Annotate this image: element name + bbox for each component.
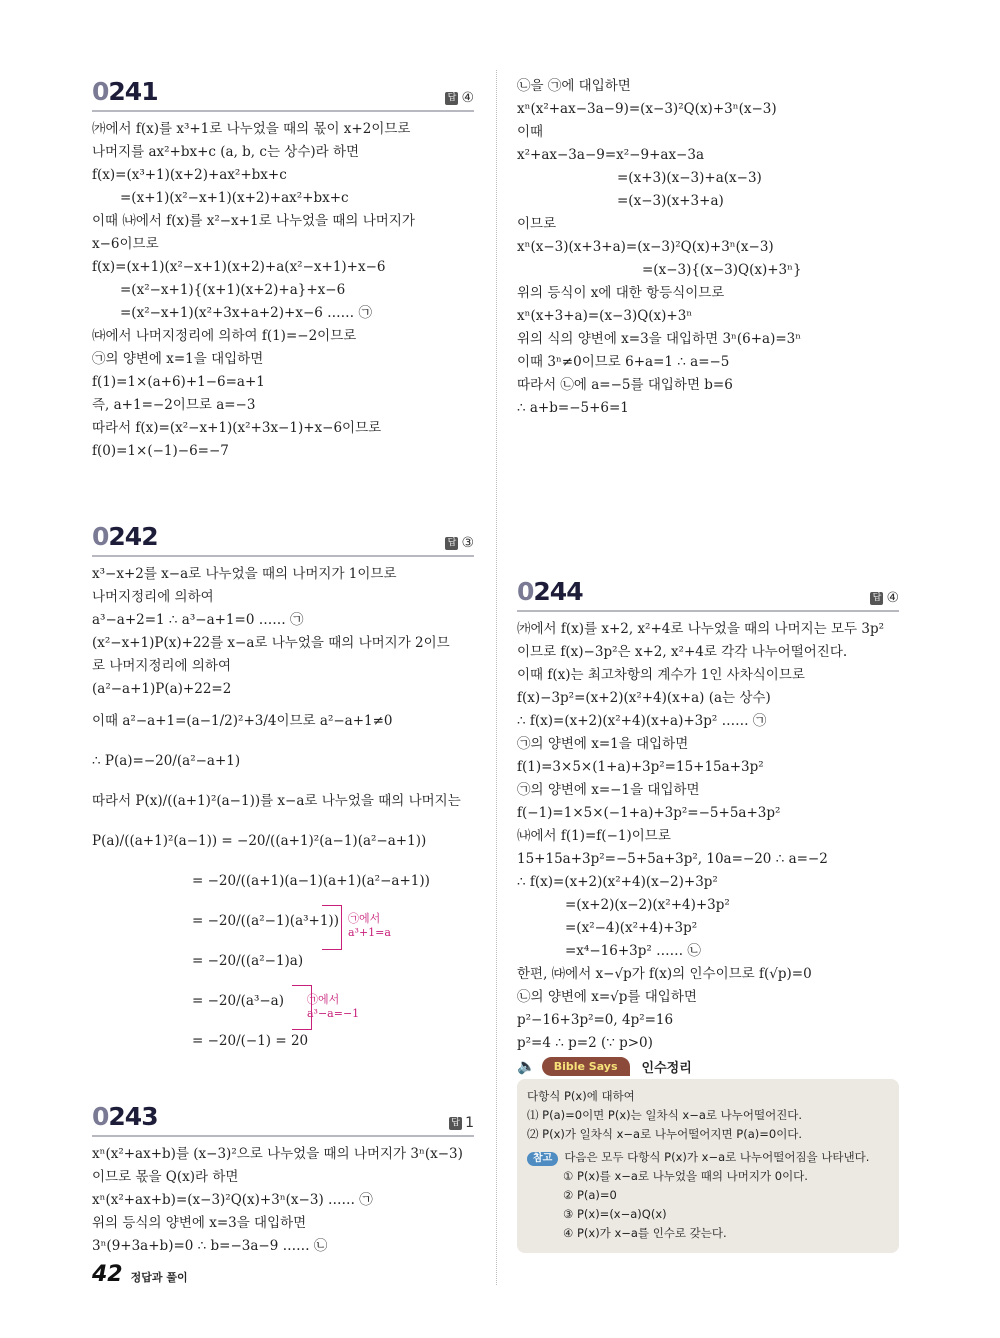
solution-line: =(x−3){(x−3)Q(x)+3ⁿ}	[642, 262, 802, 278]
problem-header	[92, 70, 474, 112]
solution-line: 이므로	[517, 216, 557, 232]
bible-item: ⑴ P(a)=0이면 P(x)는 일차식 x−a로 나누어떨어진다.	[527, 1108, 803, 1122]
problem-0243-continued	[517, 75, 899, 420]
solution-line: ∴ a+b=−5+6=1	[517, 400, 629, 416]
derivation-step: = −20/(−1) = 20	[192, 1033, 309, 1049]
solution-line: 이때	[517, 124, 544, 140]
derivation-step: P(a)/((a+1)²(a−1)) = −20/((a+1)²(a−1)(a²−a+1))	[92, 833, 427, 849]
answer-label: 답 1	[449, 1115, 474, 1131]
bible-says-box	[517, 1055, 899, 1253]
solution-line: 이때 ㈏에서 f(x)를 x²−x+1로 나누었을 때의 나머지가	[92, 213, 415, 229]
solution-line: 즉, a+1=−2이므로 a=−3	[92, 397, 256, 413]
solution-line: 이때 f(x)는 최고차항의 계수가 1인 사차식이므로	[517, 667, 805, 683]
solution-line: p²−16+3p²=0, 4p²=16	[517, 1012, 674, 1028]
solution-line: 위의 등식의 양변에 x=3을 대입하면	[92, 1215, 307, 1231]
solution-line: x²+ax−3a−9=x²−9+ax−3a	[517, 147, 705, 163]
solution-line: (a²−a+1)P(a)+22=2	[92, 681, 232, 697]
solution-line: =(x²−x+1){(x+1)(x+2)+a}+x−6	[120, 282, 346, 298]
bible-intro: 다항식 P(x)에 대하여	[527, 1089, 635, 1103]
bible-says-content	[517, 1079, 899, 1253]
solution-line: 이므로 f(x)−3p²은 x+2, x²+4로 각각 나누어떨어진다.	[517, 644, 848, 660]
solution-line: 나머지정리에 의하여	[92, 589, 214, 605]
answer-tag-icon: 답	[449, 1117, 462, 1130]
solution-line: =(x+1)(x²−x+1)(x+2)+ax²+bx+c	[120, 190, 349, 206]
solution-line: 이므로 몫을 Q(x)라 하면	[92, 1169, 239, 1185]
solution-line: 위의 식의 양변에 x=3을 대입하면 3ⁿ(6+a)=3ⁿ	[517, 331, 802, 347]
solution-line: =x⁴−16+3p² …… ㉡	[565, 943, 701, 959]
solution-line: f(−1)=1×5×(−1+a)+3p²=−5+5a+3p²	[517, 805, 781, 821]
bible-note-item: ③ P(x)=(x−a)Q(x)	[563, 1207, 667, 1221]
bible-note-item: ① P(x)를 x−a로 나누었을 때의 나머지가 0이다.	[563, 1169, 808, 1183]
problem-number: 0244	[517, 577, 583, 606]
answer-label: 답 ③	[445, 535, 474, 551]
problem-header	[517, 570, 899, 612]
solution-line: 이때 a²−a+1=(a−1/2)²+3/4이므로 a²−a+1≠0	[92, 713, 393, 729]
solution-line: 로 나머지정리에 의하여	[92, 658, 231, 674]
bible-item: ⑵ P(x)가 일차식 x−a로 나누어떨어지면 P(a)=0이다.	[527, 1127, 803, 1141]
solution-line: ㉡을 ㉠에 대입하면	[517, 78, 631, 94]
solution-line: ㉠의 양변에 x=1을 대입하면	[517, 736, 689, 752]
problem-number: 0241	[92, 77, 158, 106]
solution-line: =(x+2)(x−2)(x²+4)+3p²	[565, 897, 730, 913]
column-divider	[496, 70, 497, 1285]
solution-line: ㈎에서 f(x)를 x+2, x²+4로 나누었을 때의 나머지는 모두 3p²	[517, 621, 885, 637]
bible-says-tag: Bible Says	[542, 1057, 630, 1076]
answer-label: 답 ④	[445, 90, 474, 106]
solution-line: 3ⁿ(9+3a+b)=0 ∴ b=−3a−9 …… ㉡	[92, 1238, 328, 1254]
solution-line: xⁿ(x−3)(x+3+a)=(x−3)²Q(x)+3ⁿ(x−3)	[517, 239, 774, 255]
annotation-bracket	[322, 905, 342, 950]
solution-line: ∴ f(x)=(x+2)(x²+4)(x+a)+3p² …… ㉠	[517, 713, 767, 729]
solution-line: =(x²−4)(x²+4)+3p²	[565, 920, 698, 936]
solution-line: x−6이므로	[92, 236, 159, 252]
problem-number: 0242	[92, 522, 158, 551]
page-number: 42	[92, 1262, 123, 1287]
derivation-step: = −20/(a³−a)	[192, 993, 284, 1009]
solution-line: =(x²−x+1)(x²+3x+a+2)+x−6 …… ㉠	[120, 305, 372, 321]
problem-0244	[517, 570, 899, 1055]
solution-line: 15+15a+3p²=−5+5a+3p², 10a=−20 ∴ a=−2	[517, 851, 828, 867]
solution-line: 나머지를 ax²+bx+c (a, b, c는 상수)라 하면	[92, 144, 360, 160]
solution-line: f(x)=(x+1)(x²−x+1)(x+2)+a(x²−x+1)+x−6	[92, 259, 386, 275]
page-label: 정답과 풀이	[130, 1271, 188, 1284]
solution-line: x³−x+2를 x−a로 나누었을 때의 나머지가 1이므로	[92, 566, 397, 582]
note-tag: 참고	[527, 1152, 558, 1166]
solution-line: 따라서 f(x)=(x²−x+1)(x²+3x−1)+x−6이므로	[92, 420, 382, 436]
solution-line: =(x+3)(x−3)+a(x−3)	[617, 170, 762, 186]
solution-line: ㈏에서 f(1)=f(−1)이므로	[517, 828, 671, 844]
problem-0241	[92, 70, 474, 463]
solution-line: (x²−x+1)P(x)+22를 x−a로 나누었을 때의 나머지가 2이므	[92, 635, 450, 651]
bible-note: 참고 다음은 모두 다항식 P(x)가 x−a로 나누어떨어짐을 나타낸다.	[527, 1148, 889, 1167]
solution-line: ∴ f(x)=(x+2)(x²+4)(x−2)+3p²	[517, 874, 718, 890]
solution-line: ㈐에서 나머지정리에 의하여 f(1)=−2이므로	[92, 328, 357, 344]
bible-note-item: ④ P(x)가 x−a를 인수로 갖는다.	[563, 1226, 727, 1240]
problem-0242	[92, 515, 474, 1061]
answer-label: 답 ④	[870, 590, 899, 606]
problem-number: 0243	[92, 1102, 158, 1131]
speaker-icon: 🔈	[517, 1057, 536, 1075]
solution-line: 따라서 ㉡에 a=−5를 대입하면 b=6	[517, 377, 733, 393]
solution-line: ㉠의 양변에 x=1을 대입하면	[92, 351, 264, 367]
solution-line: ㈎에서 f(x)를 x³+1로 나누었을 때의 몫이 x+2이므로	[92, 121, 411, 137]
solution-line: 이때 3ⁿ≠0이므로 6+a=1 ∴ a=−5	[517, 354, 730, 370]
bible-says-header	[517, 1055, 899, 1077]
problem-header	[92, 515, 474, 557]
answer-tag-icon: 답	[445, 92, 458, 105]
solution-line: ㉡의 양변에 x=√p를 대입하면	[517, 989, 697, 1005]
derivation-step: = −20/((a²−1)(a³+1))	[192, 913, 339, 929]
annotation-note: ㉠에서 a³−a=−1	[307, 993, 360, 1020]
solution-line: f(1)=1×(a+6)+1−6=a+1	[92, 374, 265, 390]
solution-line: f(x)=(x³+1)(x+2)+ax²+bx+c	[92, 167, 287, 183]
solution-line: =(x−3)(x+3+a)	[617, 193, 724, 209]
derivation-step: = −20/((a²−1)a)	[192, 953, 304, 969]
problem-header	[92, 1095, 474, 1137]
solution-line: 따라서 P(x)/((a+1)²(a−1))를 x−a로 나누었을 때의 나머지는	[92, 793, 461, 809]
solution-line: xⁿ(x²+ax+b)를 (x−3)²으로 나누었을 때의 나머지가 3ⁿ(x−3)	[92, 1146, 463, 1162]
bible-says-title: 인수정리	[641, 1060, 692, 1076]
bible-note-item: ② P(a)=0	[563, 1188, 617, 1202]
annotation-note: ㉠에서 a³+1=a	[348, 912, 391, 939]
solution-line: f(x)−3p²=(x+2)(x²+4)(x+a) (a는 상수)	[517, 690, 771, 706]
solution-line: xⁿ(x²+ax−3a−9)=(x−3)²Q(x)+3ⁿ(x−3)	[517, 101, 777, 117]
solution-line: 위의 등식이 x에 대한 항등식이므로	[517, 285, 725, 301]
page-footer	[92, 1262, 188, 1287]
answer-tag-icon: 답	[445, 537, 458, 550]
solution-line: xⁿ(x²+ax+b)=(x−3)²Q(x)+3ⁿ(x−3) …… ㉠	[92, 1192, 373, 1208]
solution-line: 한편, ㈐에서 x−√p가 f(x)의 인수이므로 f(√p)=0	[517, 966, 812, 982]
solution-line: f(1)=3×5×(1+a)+3p²=15+15a+3p²	[517, 759, 764, 775]
solution-line: p²=4 ∴ p=2 (∵ p>0)	[517, 1035, 653, 1051]
solution-line: xⁿ(x+3+a)=(x−3)Q(x)+3ⁿ	[517, 308, 693, 324]
answer-tag-icon: 답	[870, 592, 883, 605]
solution-line: ∴ P(a)=−20/(a²−a+1)	[92, 753, 241, 769]
solution-line: ㉠의 양변에 x=−1을 대입하면	[517, 782, 700, 798]
solution-line: a³−a+2=1 ∴ a³−a+1=0 …… ㉠	[92, 612, 304, 628]
problem-0243	[92, 1095, 474, 1258]
solution-line: f(0)=1×(−1)−6=−7	[92, 443, 229, 459]
derivation-step: = −20/((a+1)(a−1)(a+1)(a²−a+1))	[192, 873, 430, 889]
